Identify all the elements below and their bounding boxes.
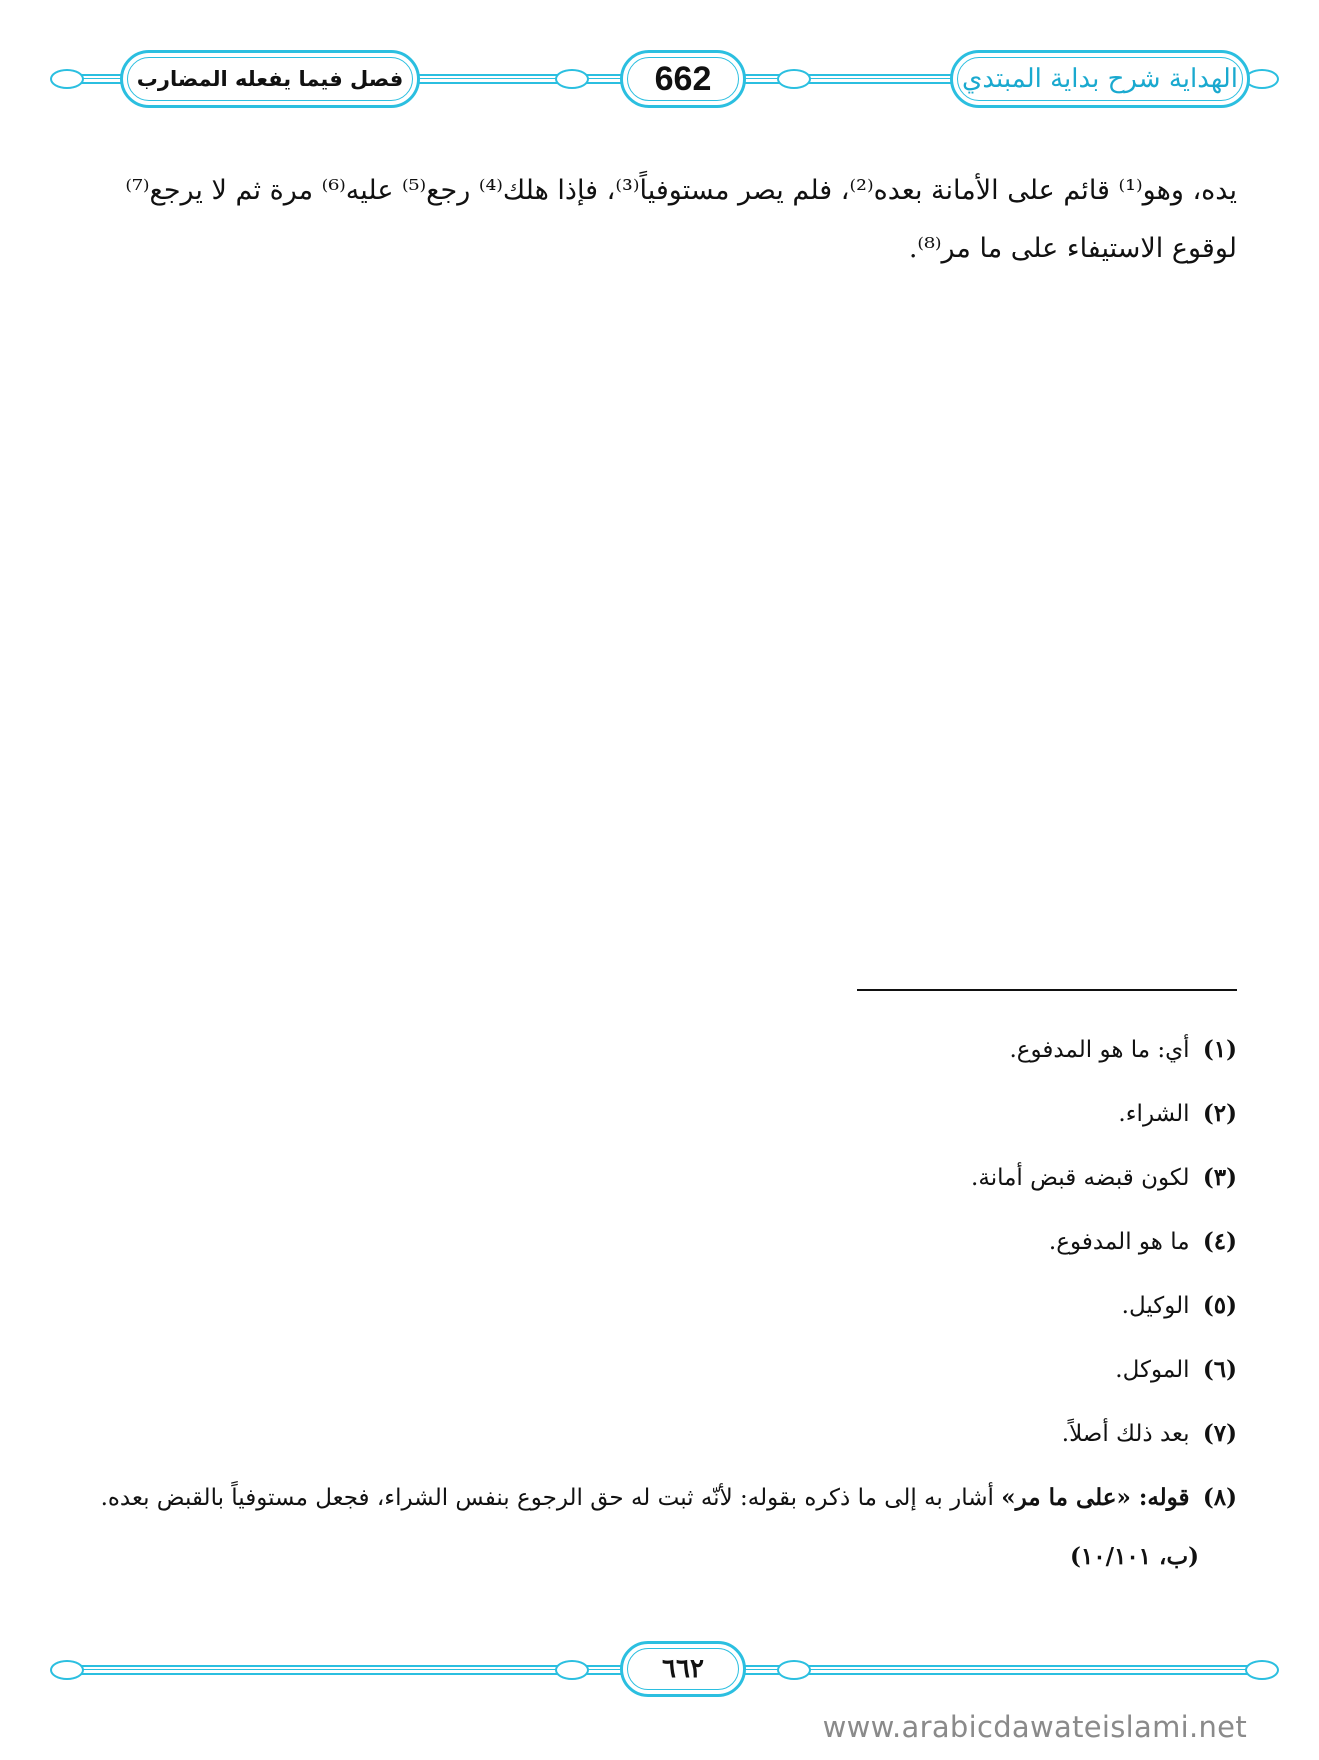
section-title-badge [120,50,420,108]
footnote-1 [97,1025,1237,1089]
footnote-number: (١) [1202,1036,1237,1063]
main-text [97,162,1237,278]
header-page-badge [620,50,746,108]
website-watermark: www.arabicdawateislami.net [822,1710,1247,1744]
footnote-text: الشراء. [1118,1101,1190,1127]
footer-knot-right [1245,1660,1279,1680]
footnote-6 [97,1345,1237,1409]
footnote-number: (٧) [1202,1420,1237,1447]
footnote-number: (٥) [1202,1292,1237,1319]
footnote-5 [97,1281,1237,1345]
footer-page-badge [620,1641,746,1697]
footnote-number: (٣) [1202,1164,1237,1191]
header-knot-mid-right [777,69,811,89]
book-title: الهداية شرح بداية المبتدي [961,64,1239,94]
footnote-label: قوله: «على ما مر» [1001,1484,1190,1511]
footnote-text: أي: ما هو المدفوع. [1009,1037,1190,1063]
footnote-3 [97,1153,1237,1217]
footnote-text: بعد ذلك أصلاً. [1061,1421,1190,1447]
header-page-number: 662 [654,59,712,98]
header-ornament [50,50,1280,110]
text-line-1: يده، وهو⁽¹⁾ قائم على الأمانة بعده⁽²⁾، فلم يصر مستوفياً⁽³⁾، فإذا هلك⁽⁴⁾ رجع⁽⁵⁾ عليه⁽⁶⁾ مرة ثم لا يرجع⁽⁷⁾ [125,175,1237,206]
book-title-badge [950,50,1250,108]
footer-knot-mid-right [777,1660,811,1680]
footnote-text: أشار به إلى ما ذكره بقوله: لأنّه ثبت له حق الرجوع بنفس الشراء، فجعل مستوفياً بالقبض بعده. [100,1485,994,1511]
footnote-number: (٤) [1202,1228,1237,1255]
source-reference: (ب، ١٠/١٠١) [1069,1543,1199,1570]
footnote-number: (٦) [1202,1356,1237,1383]
footnote-7 [97,1409,1237,1473]
footer-knot-left [50,1660,84,1680]
footer-knot-mid-left [555,1660,589,1680]
footnote-2 [97,1089,1237,1153]
section-title: فصل فيما يفعله المضارب [136,67,404,91]
footnote-text: ما هو المدفوع. [1048,1229,1190,1255]
footnote-text: الموكل. [1115,1357,1190,1383]
footnote-text: لكون قبضه قبض أمانة. [971,1165,1190,1191]
footer-page-number: ٦٦٢ [662,1654,704,1684]
footer-ornament [50,1643,1280,1703]
footnote-4 [97,1217,1237,1281]
footnote-number: (٢) [1202,1100,1237,1127]
header-knot-right [1245,69,1279,89]
footnotes [97,1025,1237,1577]
footnote-separator [857,989,1237,991]
header-knot-left [50,69,84,89]
footnote-8 [97,1473,1237,1537]
footnote-number: (٨) [1202,1484,1237,1511]
header-knot-mid-left [555,69,589,89]
text-line-2: لوقوع الاستيفاء على ما مر⁽⁸⁾. [908,233,1237,264]
footnote-text: الوكيل. [1121,1293,1190,1319]
